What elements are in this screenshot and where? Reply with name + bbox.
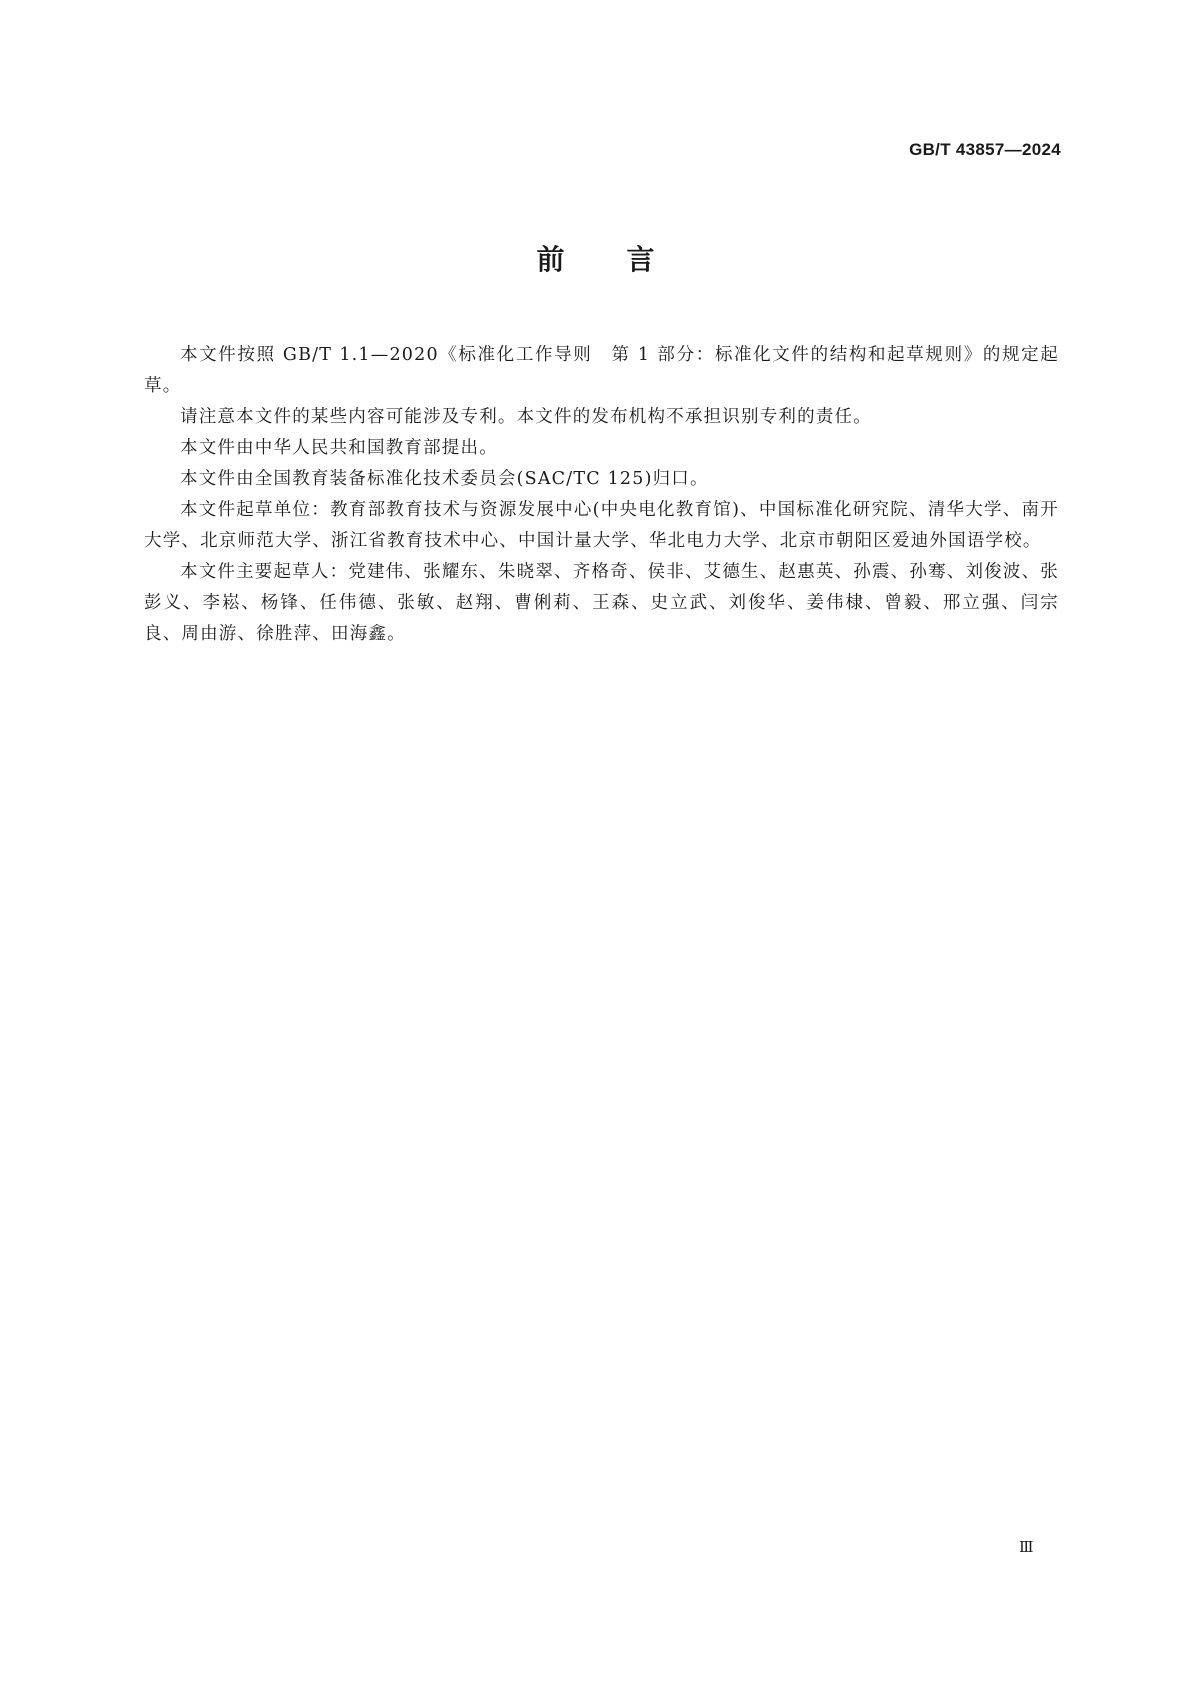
paragraph-centralized: 本文件由全国教育装备标准化技术委员会(SAC/TC 125)归口。 [180, 469, 709, 489]
paragraph-patent-notice: 请注意本文件的某些内容可能涉及专利。本文件的发布机构不承担识别专利的责任。 [180, 407, 872, 427]
paragraph-drafting-rules: 本文件按照 GB/T 1.1—2020《标准化工作导则 第 1 部分：标准化文件的结构和起草规则》的规定起草。 [144, 345, 1059, 396]
foreword-body [144, 340, 1059, 650]
document-code: GB/T 43857—2024 [909, 140, 1061, 159]
paragraph-drafters: 本文件主要起草人：党建伟、张耀东、朱晓翠、齐格奇、侯非、艾德生、赵惠英、孙震、孙骞、刘俊波、张彭义、李崧、杨锋、任伟德、张敏、赵翔、曹俐莉、王森、史立武、刘俊华、姜伟棣、曾毅、邢立强、闫宗良、周由游、徐胜萍、田海鑫。 [144, 562, 1059, 644]
page-number: Ⅲ [1019, 1538, 1034, 1556]
paragraph-proposer: 本文件由中华人民共和国教育部提出。 [180, 438, 498, 458]
paragraph-drafting-units: 本文件起草单位：教育部教育技术与资源发展中心(中央电化教育馆)、中国标准化研究院、清华大学、南开大学、北京师范大学、浙江省教育技术中心、中国计量大学、华北电力大学、北京市朝阳区爱迪外国语学校。 [144, 500, 1059, 551]
page-title: 前言 [536, 243, 717, 276]
